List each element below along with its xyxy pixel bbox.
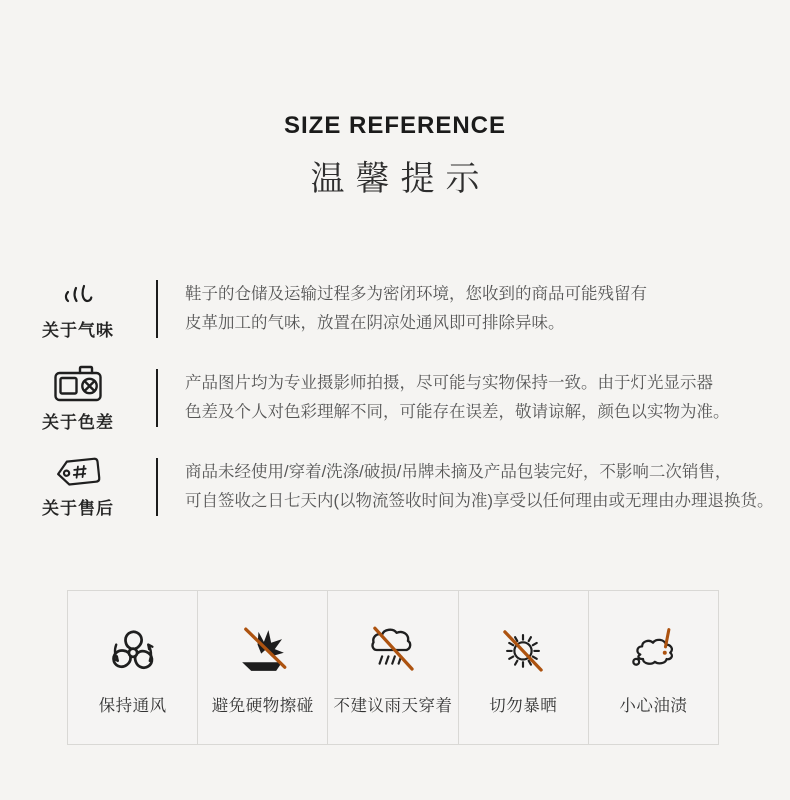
- care-cell-oil: [589, 591, 718, 744]
- page-subtitle: 温馨提示: [310, 160, 491, 198]
- note-aftersales-text: [185, 458, 774, 516]
- note-row-color: [0, 367, 790, 432]
- note-aftersales-text-line1: 商品未经使用/穿着/洗涤/破损/吊牌未摘及产品包装完好，不影响二次销售，: [185, 463, 732, 482]
- note-aftersales-text-line2: 可自签收之日七天内(以物流签收时间为准)享受以任何理由或无理由办理退换货。: [185, 492, 774, 511]
- no-sun-icon: [494, 621, 552, 679]
- note-odor-label: 关于气味: [42, 320, 114, 340]
- tag-icon: [52, 453, 103, 490]
- care-label-no-rain: 不建议雨天穿着: [333, 697, 453, 716]
- note-color-text-line2: 色差及个人对色彩理解不同，可能存在误差，敬请谅解，颜色以实物为准。: [185, 403, 730, 422]
- note-color-left: [0, 364, 156, 433]
- fan-icon: [104, 621, 162, 679]
- note-aftersales-left: [0, 456, 156, 519]
- smell-icon: [60, 278, 96, 310]
- note-color-text-line1: 产品图片均为专业摄影师拍摄，尽可能与实物保持一致。由于灯光显示器: [185, 374, 713, 393]
- care-label-no-scrape: 避免硬物擦碰: [211, 697, 314, 716]
- no-rain-icon: [364, 621, 422, 679]
- note-color-label: 关于色差: [42, 412, 114, 432]
- note-row-aftersales: [0, 456, 790, 518]
- care-cell-no-sun: [459, 591, 589, 744]
- oil-stain-icon: [624, 621, 682, 679]
- notes-section: [0, 278, 790, 518]
- note-odor-text: [185, 280, 647, 338]
- care-cell-ventilation: [68, 591, 198, 744]
- care-instructions-box: [67, 590, 719, 745]
- note-odor-text-line1: 鞋子的仓储及运输过程多为密闭环境，您收到的商品可能残留有: [185, 285, 647, 304]
- note-color-text: [185, 369, 730, 427]
- care-label-oil: 小心油渍: [619, 697, 688, 716]
- camera-icon: [54, 364, 102, 402]
- vertical-divider: [156, 458, 158, 516]
- vertical-divider: [156, 369, 158, 427]
- note-odor-left: [0, 278, 156, 341]
- vertical-divider: [156, 280, 158, 338]
- care-label-no-sun: 切勿暴晒: [489, 697, 558, 716]
- care-cell-no-scrape: [198, 591, 328, 744]
- note-aftersales-label: 关于售后: [42, 498, 114, 518]
- header: [0, 0, 790, 198]
- note-odor-text-line2: 皮革加工的气味，放置在阴凉处通风即可排除异味。: [185, 314, 565, 333]
- care-label-ventilation: 保持通风: [98, 697, 167, 716]
- page-title: SIZE REFERENCE: [283, 112, 507, 139]
- care-cell-no-rain: [328, 591, 458, 744]
- no-scrape-icon: [234, 621, 292, 679]
- note-row-odor: [0, 278, 790, 340]
